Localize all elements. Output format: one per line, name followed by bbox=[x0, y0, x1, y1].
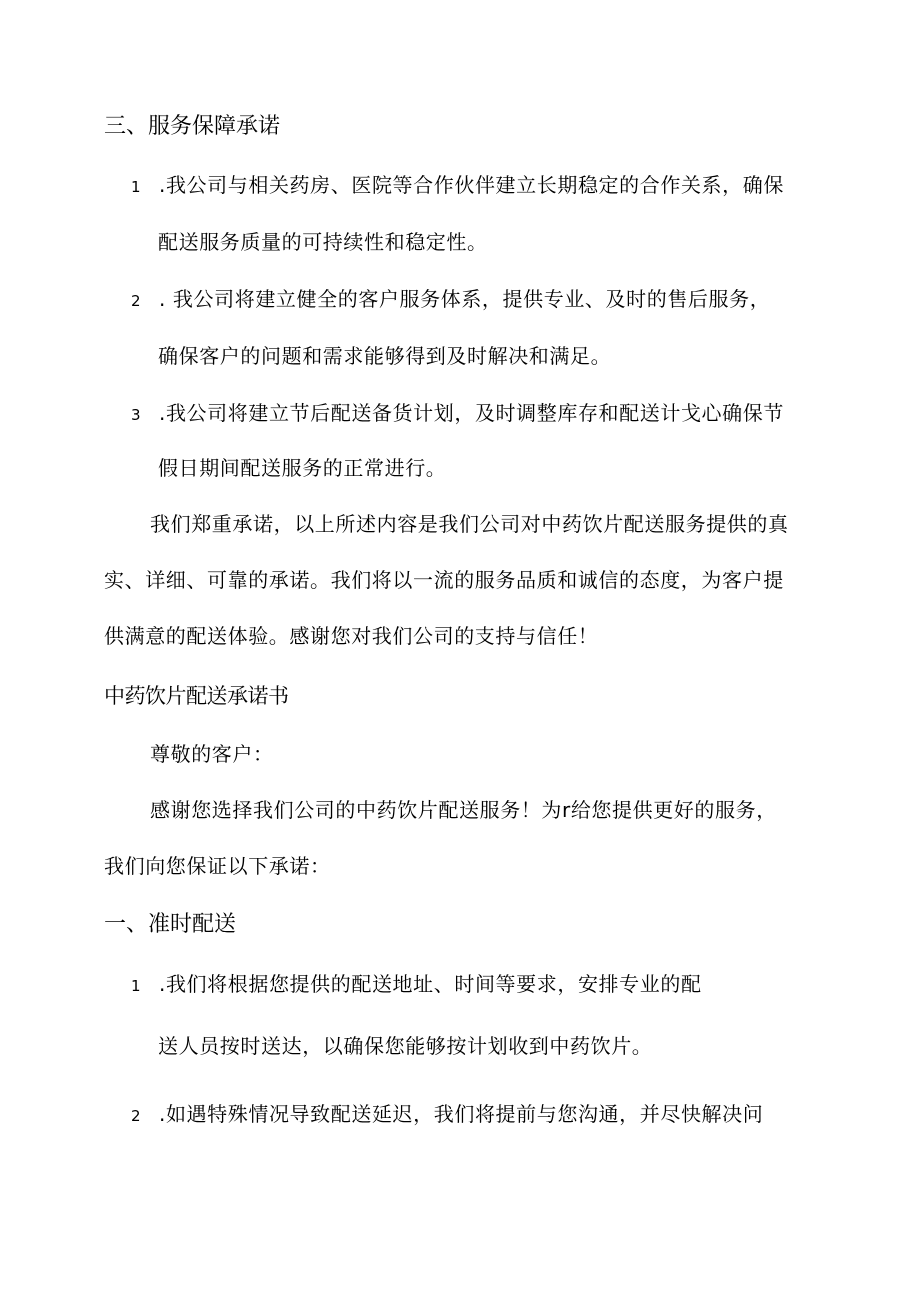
item-text: .我公司将建立节后配送备货计划，及时调整库存和配送计戈心确保节 bbox=[159, 401, 784, 425]
section-three-heading: 三、服务保障承诺 bbox=[104, 114, 281, 139]
section-one-item-1-continuation: 送人员按时送达，以确保您能够按计划收到中药饮片。 bbox=[158, 1034, 653, 1058]
item-number: 2 bbox=[131, 292, 142, 310]
item-number: 1 bbox=[131, 977, 142, 995]
intro-line-2: 我们向您保证以下承诺： bbox=[104, 854, 331, 878]
section-three-item-3 bbox=[131, 401, 784, 427]
item-number: 1 bbox=[131, 178, 142, 196]
section-three-item-2-continuation: 确保客户的问题和需求能够得到及时解决和满足。 bbox=[158, 344, 612, 368]
section-three-item-1-continuation: 配送服务质量的可持续性和稳定性。 bbox=[158, 230, 488, 254]
item-text: . 我公司将建立健全的客户服务体系，提供专业、及时的售后服务， bbox=[159, 287, 771, 311]
section-one-item-2 bbox=[131, 1102, 763, 1128]
item-text: .如遇特殊情况导致配送延迟，我们将提前与您沟通，并尽快解决问 bbox=[159, 1102, 764, 1126]
salutation: 尊敬的客户： bbox=[150, 742, 274, 766]
section-three-item-2 bbox=[131, 287, 770, 313]
section-three-item-1 bbox=[131, 173, 784, 199]
item-number: 2 bbox=[131, 1107, 142, 1125]
section-three-item-3-continuation: 假日期间配送服务的正常进行。 bbox=[158, 456, 447, 480]
item-text: .我们将根据您提供的配送地址、时间等要求，安排专业的配 bbox=[159, 972, 702, 996]
item-number: 3 bbox=[131, 406, 142, 424]
section-one-item-1 bbox=[131, 972, 702, 998]
closing-paragraph-line-1: 我们郑重承诺，以上所述内容是我们公司对中药饮片配送服务提供的真 bbox=[150, 512, 789, 536]
closing-paragraph-line-3: 供满意的配送体验。感谢您对我们公司的支持与信任！ bbox=[104, 624, 599, 648]
item-text: .我公司与相关药房、医院等合作伙伴建立长期稳定的合作关系，确保 bbox=[159, 173, 784, 197]
closing-paragraph-line-2: 实、详细、可靠的承诺。我们将以一流的服务品质和诚信的态度，为客户提 bbox=[104, 568, 784, 592]
section-one-heading: 一、准时配送 bbox=[104, 912, 237, 937]
intro-line-1: 感谢您选择我们公司的中药饮片配送服务！为r给您提供更好的服务， bbox=[150, 798, 777, 822]
document-title: 中药饮片配送承诺书 bbox=[104, 684, 289, 708]
